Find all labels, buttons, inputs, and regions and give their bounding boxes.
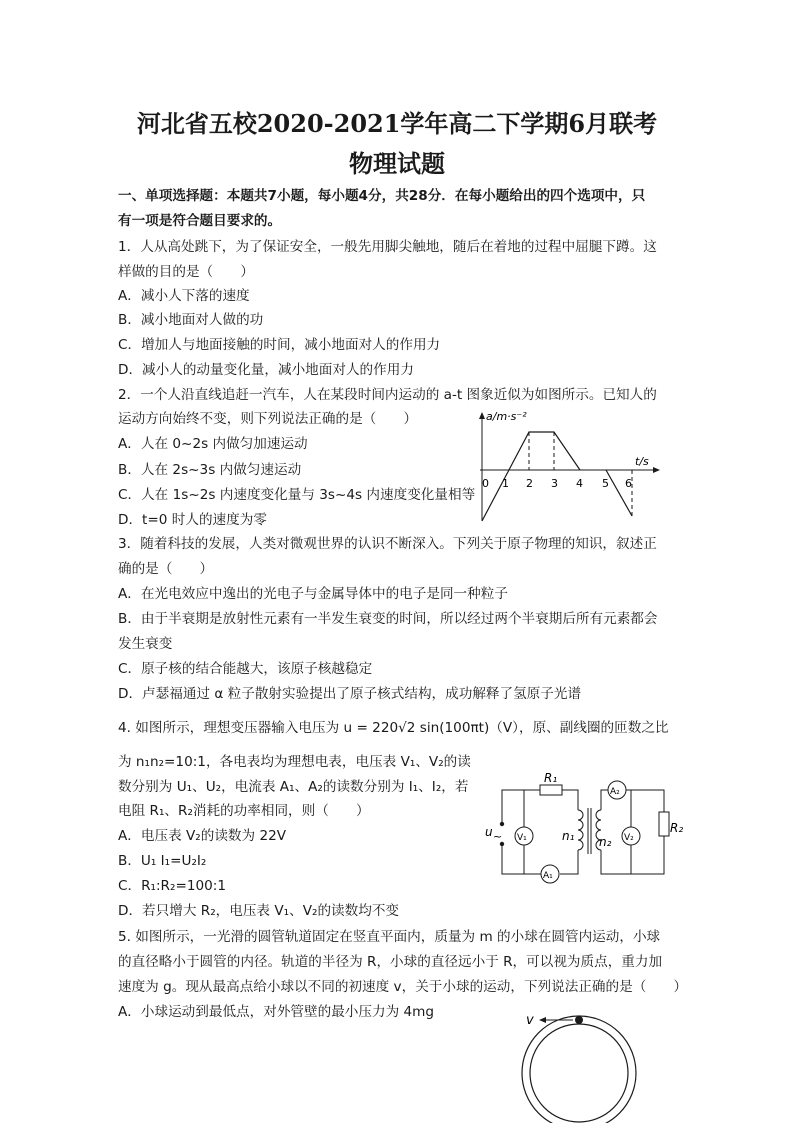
resistor-r1	[540, 785, 562, 795]
option-d: D．若只增大 R₂，电压表 V₁、V₂的读数均不变	[118, 903, 400, 919]
question-stem: 确的是（ ）	[118, 561, 214, 577]
transformer-circuit	[478, 770, 693, 888]
a1-label: A₁	[543, 871, 553, 881]
tick-label: 3	[551, 477, 558, 490]
option-c: C．增加人与地面接触的时间，减小地面对人的作用力	[118, 337, 441, 353]
tick-label: 6	[625, 477, 632, 490]
option-d: D．减小人的动量变化量，减小地面对人的作用力	[118, 362, 414, 378]
ac-symbol: ~	[493, 830, 503, 843]
n1-label: n₁	[562, 829, 575, 843]
option-c: C．R₁:R₂=100:1	[118, 878, 227, 894]
option-b: B．U₁ I₁=U₂I₂	[118, 853, 207, 869]
ball	[575, 1016, 583, 1024]
option-b: B．由于半衰期是放射性元素有一半发生衰变的时间，所以经过两个半衰期后所有元素都会	[118, 611, 658, 627]
tick-label: 0	[482, 477, 489, 490]
question-stem: 3．随着科技的发展，人类对微观世界的认识不断深入。下列关于原子物理的知识，叙述正	[118, 536, 657, 552]
question-stem: 速度为 g。现从最高点给小球以不同的初速度 v，关于小球的运动，下列说法正确的是（ ）	[118, 979, 688, 995]
x-axis-label: t/s	[635, 455, 649, 468]
question-stem: 1．人从高处跳下，为了保证安全，一般先用脚尖触地，随后在着地的过程中屈腿下蹲。这	[118, 239, 657, 255]
n2-label: n₂	[599, 835, 612, 849]
section-heading: 有一项是符合题目要求的。	[118, 213, 282, 229]
option-b-cont: 发生衰变	[118, 636, 173, 652]
question-stem: 4. 如图所示，理想变压器输入电压为 u = 220√2 sin(100πt)（V），原、副线圈的匝数之比	[118, 720, 669, 736]
question-stem: 数分别为 U₁、U₂，电流表 A₁、A₂的读数分别为 I₁、I₂，若	[118, 779, 469, 795]
option-a: A．减小人下落的速度	[118, 288, 250, 304]
tick-label: 5	[602, 477, 609, 490]
question-stem: 运动方向始终不变，则下列说法正确的是（ ）	[118, 411, 418, 427]
circular-tube-figure	[512, 995, 654, 1123]
question-stem: 样做的目的是（ ）	[118, 264, 254, 280]
acceleration-time-graph	[472, 408, 667, 526]
page-title: 河北省五校2020-2021学年高二下学期6月联考	[136, 109, 658, 138]
option-d: D．卢瑟福通过 α 粒子散射实验提出了原子核式结构，成功解释了氢原子光谱	[118, 686, 582, 702]
option-a: A．在光电效应中逸出的光电子与金属导体中的电子是同一种粒子	[118, 586, 508, 602]
velocity-label: v	[526, 1013, 534, 1028]
option-d: D．t=0 时人的速度为零	[118, 512, 267, 528]
tick-label: 4	[576, 477, 583, 490]
option-a: A．电压表 V₂的读数为 22V	[118, 828, 287, 844]
v1-label: V₁	[517, 833, 527, 843]
option-a: A．人在 0~2s 内做匀加速运动	[118, 436, 308, 452]
option-b: B．人在 2s~3s 内做匀速运动	[118, 462, 302, 478]
question-stem: 的直径略小于圆管的内径。轨道的半径为 R，小球的直径远小于 R，可以视为质点，重力加	[118, 954, 663, 970]
page-subtitle: 物理试题	[349, 149, 445, 178]
resistor-r2	[659, 812, 669, 836]
tick-label: 1	[502, 477, 509, 490]
option-b: B．减小地面对人做的功	[118, 312, 264, 328]
question-stem: 5. 如图所示，一光滑的圆管轨道固定在竖直平面内，质量为 m 的小球在圆管内运动，小球	[118, 929, 661, 945]
u-label: u	[485, 825, 493, 839]
tick-label: 2	[526, 477, 533, 490]
section-heading: 一、单项选择题：本题共7小题，每小题4分，共28分．在每小题给出的四个选项中，只	[118, 188, 646, 204]
a2-label: A₂	[610, 787, 620, 797]
option-c: C．原子核的结合能越大，该原子核越稳定	[118, 661, 373, 677]
option-c: C．人在 1s~2s 内速度变化量与 3s~4s 内速度变化量相等	[118, 487, 476, 503]
option-a: A．小球运动到最低点，对外管壁的最小压力为 4mg	[118, 1004, 435, 1020]
question-stem: 为 n₁n₂=10:1，各电表均为理想电表，电压表 V₁、V₂的读	[118, 754, 471, 770]
v2-label: V₂	[624, 833, 634, 843]
question-stem: 电阻 R₁、R₂消耗的功率相同，则（ ）	[118, 803, 370, 819]
r1-label: R₁	[544, 771, 558, 785]
question-stem: 2．一个人沿直线追赶一汽车，人在某段时间内运动的 a-t 图象近似为如图所示。已知人的	[118, 387, 657, 403]
r2-label: R₂	[670, 821, 684, 835]
y-axis-label: a/m·s⁻²	[486, 410, 527, 423]
